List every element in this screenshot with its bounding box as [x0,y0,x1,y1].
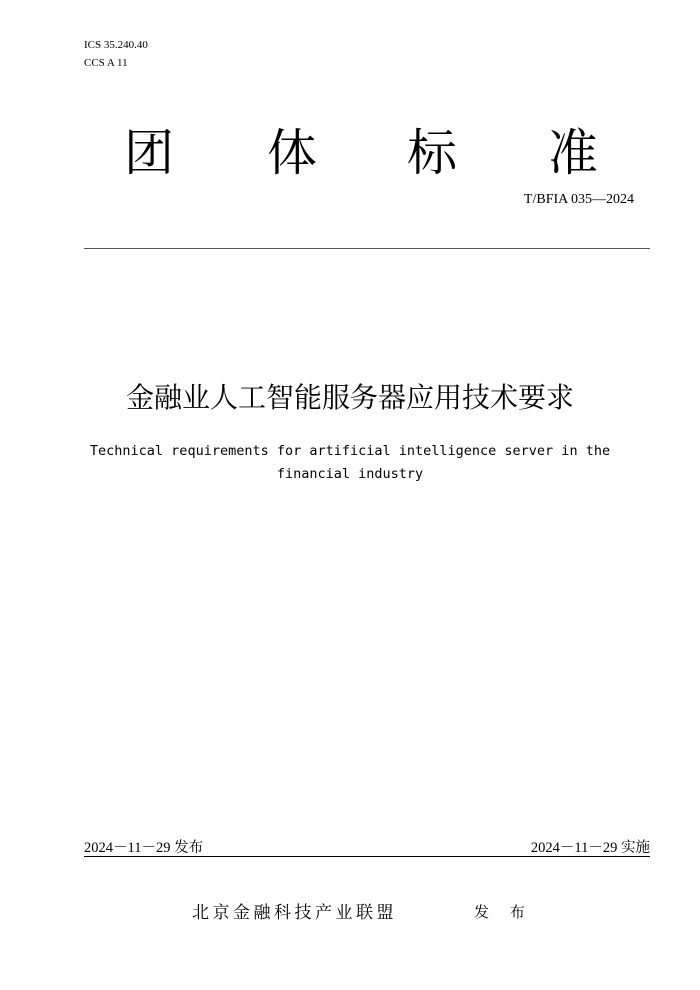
standard-type-char: 团 [124,124,174,182]
publish-label: 发 布 [474,903,533,921]
standard-type-char: 标 [407,124,457,182]
implementation-date: 2024－11－29 实施 [530,840,650,856]
classification-codes [84,36,148,72]
issue-date: 2024－11－29 发布 [84,840,204,856]
title-english: Technical requirements for artificial intelligence server in the financial industry [89,443,611,482]
standard-type-char: 体 [267,124,317,182]
publisher-name: 北京金融科技产业联盟 [192,903,397,923]
standard-number: T/BFIA 035—2024 [523,192,634,207]
ccs-code: CCS A 11 [84,57,128,69]
standard-type-heading [84,118,650,188]
standard-type-char: 准 [548,124,598,182]
bottom-divider [84,856,650,857]
top-divider [84,248,650,249]
title-chinese: 金融业人工智能服务器应用技术要求 [125,381,574,414]
ics-code: ICS 35.240.40 [84,39,148,51]
